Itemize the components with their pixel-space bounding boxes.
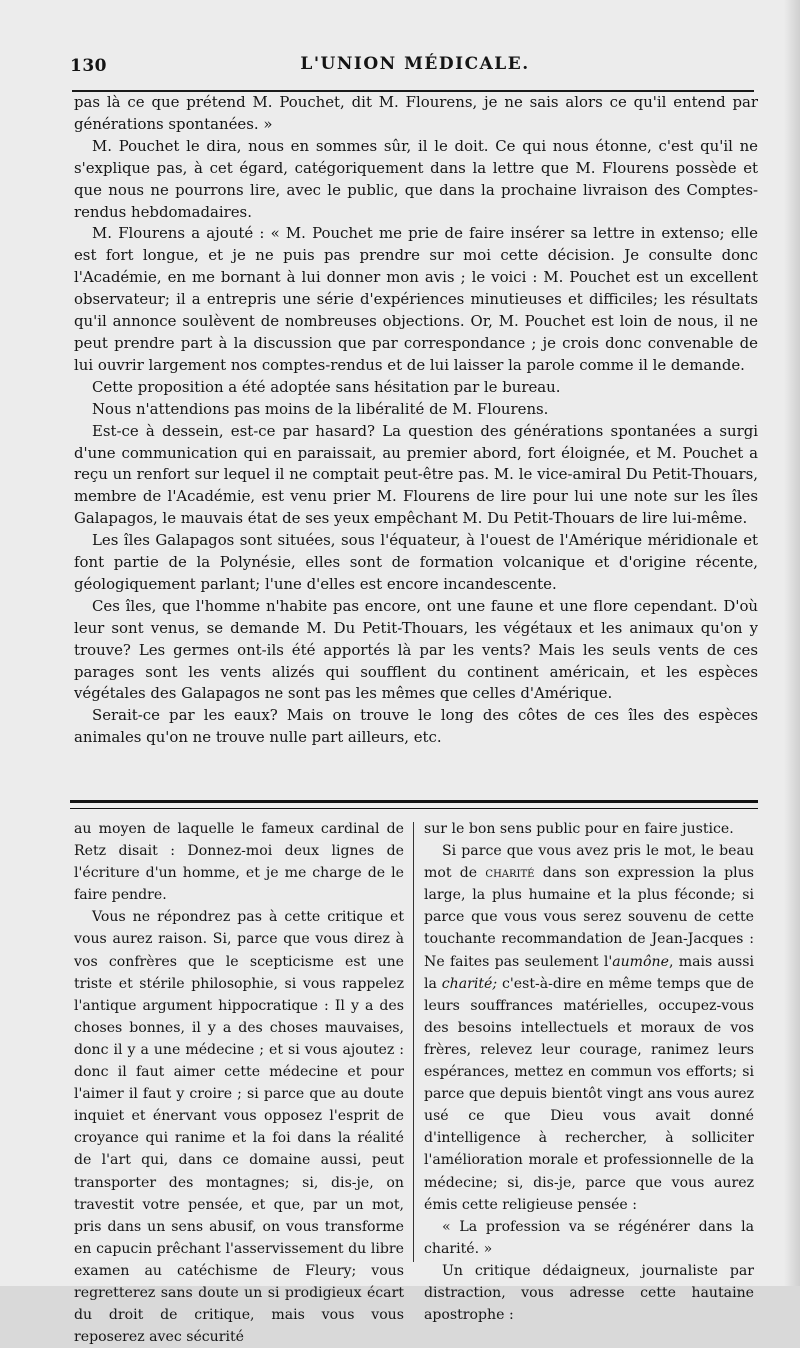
page-number: 130 [70, 56, 107, 76]
paragraph: Est-ce à dessein, est-ce par hasard? La question des générations spontanées a surgi d'une communication qui en paraissait, au premier abord, fort éloignée, et M. Pouchet a reçu un renfort sur lequel il ne comptait peut-être pas. M. le vice-amiral Du Petit-Thouars, membre de l'Académie, est venu prier M. Flourens de lire pour lui une note sur les îles Galapagos, le mauvais état de ses yeux empêchant M. Du Petit-Thouars de lire lui-même. [74, 421, 758, 528]
paragraph: sur le bon sens public pour en faire justice. [424, 821, 734, 837]
paragraph: Un critique dédaigneux, journaliste par distraction, vous adresse cette hautaine apostrophe : [424, 1262, 754, 1324]
page-edge [784, 0, 800, 1286]
paragraph: pas là ce que prétend M. Pouchet, dit M. Flourens, je ne sais alors ce qu'il entend par générations spontanées. » [74, 93, 758, 133]
text-run: , mais aussi la [424, 953, 754, 992]
italic-word: aumône [612, 953, 669, 970]
section-divider-thin [70, 808, 758, 809]
small-caps-word: charité [485, 865, 535, 882]
main-article [74, 92, 758, 794]
section-divider-thick [70, 800, 758, 803]
italic-word: charité; [441, 975, 498, 992]
text-run: Si parce que vous avez pris le mot, le beau mot de [424, 843, 754, 882]
text-run: c'est-à-dire en même temps que de leurs souffrances matérielles, occupez-vous des besoins intellectuels et moraux de vos frères, relevez leur courage, ranimez leurs espérances, mettez en commun vos efforts; si parce que depuis bientôt vingt ans vous aurez usé ce que Dieu vous avait donné d'intelligence à rechercher, à solliciter l'amélioration morale et professionnelle de la médecine; si, dis-je, parce que vous aurez émis cette religieuse pensée : [424, 975, 755, 1213]
paragraph: Nous n'attendions pas moins de la libéralité de M. Flourens. [92, 399, 549, 418]
paragraph: M. Pouchet le dira, nous en sommes sûr, il le doit. Ce qui nous étonne, c'est qu'il ne s'explique pas, à cet égard, catégoriquement dans la lettre que M. Flourens possède et que nous ne pourrons lire, avec le public, que dans la prochaine livraison des Comptes-rendus hebdomadaires. [74, 136, 758, 221]
quotation: « La profession va se régénérer dans la charité. » [424, 1218, 754, 1257]
paragraph: Serait-ce par les eaux? Mais on trouve le long des côtes de ces îles des espèces animales qu'on ne trouve nulle part ailleurs, etc. [74, 706, 758, 747]
paragraph: Les îles Galapagos sont situées, sous l'équateur, à l'ouest de l'Amérique méridionale et font partie de la Polynésie, elles sont de formation volcanique et d'origine récente, géologiquement parlant; l'une d'elles est encore incandescente. [74, 531, 758, 593]
paragraph: Ces îles, que l'homme n'habite pas encore, ont une faune et une flore cependant. D'où leur sont venus, se demande M. Du Petit-Thouars, les végétaux et les animaux qu'on y trouve? Les germes ont-ils été apportés là par les vents? Mais les seuls vents de ces parages sont les vents alizés qui soufflent du continent américain, et les espèces végétales des Galapagos ne sont pas les mêmes que celles d'Amérique. [74, 596, 758, 703]
text-run: dans son expression la plus large, la plus humaine et la plus féconde; si parce que vous vous serez souvenu de cette touchante recommandation de Jean-Jacques : Ne faites pas seulement l' [424, 865, 754, 970]
paragraph: M. Flourens a ajouté : « M. Pouchet me prie de faire insérer sa lettre in extenso; elle est fort longue, et je ne puis pas prendre sur moi cette décision. Je consulte donc l'Académie, en me bornant à lui donner mon avis ; le voici : M. Pouchet est un excellent observateur; il a entrepris une série d'expériences minutieuses et difficiles; les résultats qu'il annonce soulèvent de nombreuses objections. Or, M. Pouchet est loin de nous, il ne peut prendre part à la discussion que par correspondance ; je crois donc convenable de lui ouvrir largement nos comptes-rendus et de lui laisser la parole comme il le demande. [74, 224, 758, 374]
paragraph: Vous ne répondrez pas à cette critique et vous aurez raison. Si, parce que vous direz à vos confrères que le scepticisme est une triste et stérile philosophie, si vous rappelez l'antique argument hippocratique : Il y a des choses bonnes, il y a des choses mauvaises, donc il y a une médecine ; et si vous ajoutez : donc il faut aimer cette médecine et pour l'aimer il faut y croire ; si parce que au doute inquiet et énervant vous opposez l'esprit de croyance qui ranime et la foi dans la réalité de l'art qui, dans ce domaine aussi, peut transporter des montagnes; si, dis-je, on travestit votre pensée, et que, par un mot, pris dans un sens abusif, on vous transforme en capucin prêchant l'asservissement du libre examen au catéchisme de Fleury; vous regretterez sans doute un si prodigieux écart du droit de critique, mais vous vous reposerez avec sécurité [74, 909, 404, 1346]
column-separator [413, 822, 414, 1262]
feuilleton-right-column [424, 818, 755, 1324]
feuilleton-left-column [74, 818, 404, 1346]
journal-title: L'UNION MÉDICALE. [300, 54, 530, 74]
paragraph: au moyen de laquelle le fameux cardinal de Retz disait : Donnez-moi deux lignes de l'écriture d'un homme, et je me charge de le faire pendre. [74, 821, 404, 904]
paragraph: Cette proposition a été adoptée sans hésitation par le bureau. [92, 377, 561, 396]
paragraph [424, 840, 754, 1216]
page-header [70, 50, 760, 80]
